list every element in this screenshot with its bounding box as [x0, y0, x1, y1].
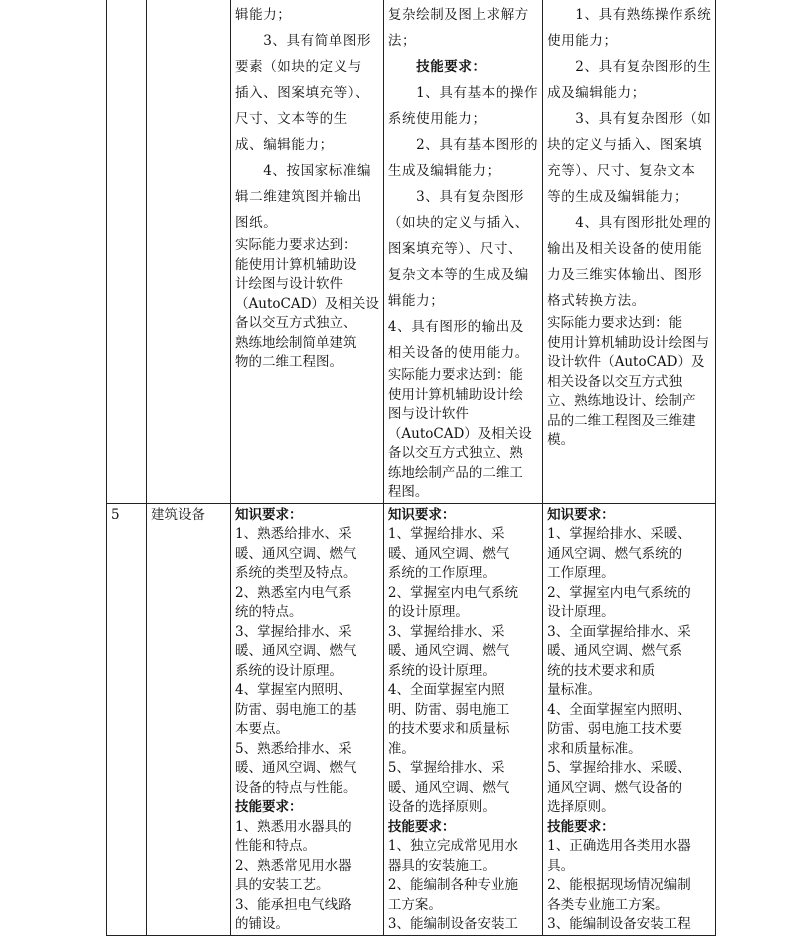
cell-text: [388, 506, 538, 935]
text-line: 使用计算机辅助设计绘图与: [547, 334, 710, 351]
text-line: 4、掌握室内照明、: [235, 682, 352, 698]
text-line: 准。: [387, 740, 415, 757]
text-line: 通风空调、燃气设备的: [547, 779, 683, 796]
text-line: 2、掌握室内电气系统: [387, 584, 518, 601]
section-heading: 知识要求：: [547, 506, 615, 523]
section-heading: 知识要求：: [235, 506, 303, 523]
text-line: 熟练地绘制简单建筑: [235, 334, 357, 351]
text-line: 设备的选择原则。: [387, 799, 496, 815]
text-line: 暖、通风空调、燃气: [387, 643, 510, 659]
text-line: 各类专业施工方案。: [547, 896, 669, 913]
course-name: 建筑设备: [151, 506, 205, 523]
text-line: 格式转换方法。: [547, 293, 646, 309]
text-line: 3、具有简单图形: [235, 33, 372, 49]
text-line: 系统使用能力；: [387, 111, 487, 127]
text-line: 暖、通风空调、燃气: [387, 779, 510, 796]
section-heading: 技能要求：: [387, 59, 487, 75]
section-heading: 技能要求：: [547, 818, 615, 835]
text-line: 成、编辑能力；: [235, 137, 334, 153]
text-line: 3、掌握给排水、采: [387, 623, 505, 640]
cell-text: [547, 314, 711, 451]
text-line: 5、熟悉给排水、采: [235, 740, 352, 757]
text-line: 1、独立完成常见用水: [387, 838, 518, 854]
text-line: 辑能力；: [235, 7, 292, 23]
text-line: 量标准。: [547, 682, 602, 698]
text-line: 2、能编制各种专业施: [387, 877, 518, 893]
text-line: 设备的特点与性能。: [235, 779, 357, 796]
text-line: 插入、图案填充等）、: [235, 85, 370, 101]
text-line: 辑能力；: [387, 293, 445, 309]
text-line: 3、能编制设备安装工: [387, 916, 518, 932]
text-line: 模。: [547, 432, 575, 448]
text-line: 相关设备以交互方式独: [547, 373, 683, 390]
text-line: （AutoCAD）及相关设: [387, 425, 532, 442]
text-line: 5、掌握给排水、采暖、: [547, 760, 691, 776]
text-line: 计绘图与设计软件: [235, 276, 343, 292]
text-line: 尺寸、文本等的生: [235, 111, 348, 127]
section-heading: 技能要求：: [235, 799, 303, 815]
text-line: 1、掌握给排水、采暖、: [547, 526, 691, 542]
text-line: 输出及相关设备的使用能: [547, 241, 703, 257]
section-heading: 技能要求：: [387, 818, 456, 835]
text-line: 1、熟悉用水器具的: [235, 818, 352, 835]
text-line: 复杂绘制及图上求解方: [387, 7, 529, 23]
text-line: 的设计原理。: [387, 604, 469, 620]
text-line: 2、熟悉室内电气系: [235, 584, 352, 601]
text-line: （AutoCAD）及相关设: [235, 295, 379, 312]
text-line: 工作原理。: [547, 565, 615, 581]
text-line: 练地绘制产品的二维工: [387, 464, 523, 481]
text-line: 工方案。: [387, 896, 442, 913]
text-line: 暖、通风空调、燃气: [235, 545, 357, 562]
course-name-cell: [147, 503, 231, 935]
row-number-cell: [107, 503, 147, 935]
level-1-cell: [231, 503, 384, 935]
text-line: 法；: [387, 33, 417, 49]
skill-requirements-table: [106, 0, 716, 936]
text-line: 3、能承担电气线路: [235, 896, 352, 913]
text-line: 5、掌握给排水、采: [387, 760, 505, 776]
text-line: 2、具有复杂图形的生: [547, 59, 712, 75]
text-line: 物的二维工程图。: [235, 354, 343, 370]
text-line: 实际能力要求达到：能: [547, 315, 683, 331]
text-line: 图纸。: [235, 215, 278, 231]
text-line: 图案填充等）、尺寸、: [387, 241, 523, 257]
level-2-cell: [383, 0, 542, 503]
text-line: 2、能根据现场情况编制: [547, 877, 691, 893]
text-line: 充等）、尺寸、复杂文本: [547, 163, 696, 179]
text-line: 1、正确选用各类用水器: [547, 838, 691, 854]
text-line: 品的二维工程图及三维建: [547, 412, 696, 429]
text-line: 辑二维建筑图并输出: [235, 189, 362, 205]
text-line: 防雷、弱电施工的基: [235, 701, 357, 718]
text-line: 通风空调、燃气系统的: [547, 545, 683, 562]
text-line: 力及三维实体输出、图形: [547, 267, 703, 283]
text-line: 系统的设计原理。: [387, 662, 496, 679]
level-3-cell: [543, 503, 716, 935]
text-line: 3、掌握给排水、采: [235, 623, 352, 640]
text-line: 2、熟悉常见用水器: [235, 857, 352, 874]
text-line: 明、防雷、弱电施工: [387, 701, 510, 718]
text-line: 备以交互方式独立、: [235, 315, 357, 331]
cell-text: [388, 2, 538, 366]
text-line: 程图。: [387, 484, 429, 500]
cell-text: [547, 506, 711, 935]
text-line: 具。: [547, 857, 575, 874]
text-line: 4、具有图形的输出及: [387, 319, 524, 335]
text-line: 4、按国家标准编: [235, 163, 372, 179]
course-name-cell: [147, 0, 231, 503]
text-line: （如块的定义与插入、: [387, 215, 529, 231]
text-line: 复杂文本等的生成及编: [387, 267, 529, 283]
table-row: [107, 0, 716, 503]
text-line: 1、具有基本的操作: [387, 85, 539, 101]
text-line: 实际能力要求达到：: [235, 237, 357, 253]
text-line: 2、掌握室内电气系统的: [547, 584, 691, 601]
text-line: 2、具有基本图形的: [387, 137, 539, 153]
text-line: 立、熟练地设计、绘制产: [547, 393, 696, 409]
text-line: 求和质量标准。: [547, 740, 642, 757]
level-2-cell: [383, 503, 542, 935]
text-line: 3、具有复杂图形: [387, 189, 524, 205]
text-line: 系统的设计原理。: [235, 662, 343, 679]
row-number: 5: [111, 506, 120, 523]
text-line: 统的特点。: [235, 604, 303, 620]
row-number-cell: [107, 0, 147, 503]
cell-text: [235, 2, 379, 236]
text-line: 暖、通风空调、燃气: [387, 545, 510, 562]
text-line: 4、具有图形批处理的: [547, 215, 712, 231]
table-row: [107, 503, 716, 935]
text-line: 3、全面掌握给排水、采: [547, 623, 691, 640]
text-line: 等的生成及编辑能力；: [547, 189, 689, 205]
text-line: 设计原理。: [547, 604, 615, 620]
text-line: 防雷、弱电施工技术要: [547, 721, 683, 737]
cell-text: [235, 236, 379, 373]
text-line: 选择原则。: [547, 799, 615, 815]
level-1-cell: [231, 0, 384, 503]
text-line: 系统的工作原理。: [387, 565, 496, 581]
section-heading: 知识要求：: [387, 506, 456, 523]
text-line: 的铺设。: [235, 916, 289, 932]
text-line: 使用计算机辅助设计绘: [387, 386, 523, 403]
text-line: 图与设计软件: [387, 406, 469, 422]
text-line: 器具的安装施工。: [387, 857, 496, 874]
text-line: 设计软件（AutoCAD）及: [547, 354, 705, 370]
text-line: 要素（如块的定义与: [235, 59, 362, 75]
text-line: 暖、通风空调、燃气: [235, 760, 357, 776]
text-line: 1、具有熟练操作系统: [547, 7, 712, 23]
text-line: 能使用计算机辅助设: [235, 256, 357, 273]
text-line: 块的定义与插入、图案填: [547, 137, 703, 153]
text-line: 1、掌握给排水、采: [387, 526, 505, 542]
cell-text: [235, 506, 379, 935]
text-line: 相关设备的使用能力。: [387, 345, 529, 361]
text-line: 实际能力要求达到：能: [387, 367, 523, 383]
text-line: 使用能力；: [547, 33, 618, 49]
text-line: 3、能编制设备安装工程: [547, 916, 691, 932]
text-line: 生成及编辑能力；: [387, 163, 501, 179]
text-line: 4、全面掌握室内照: [387, 682, 505, 698]
text-line: 统的技术要求和质: [547, 662, 656, 679]
text-line: 性能和特点。: [235, 838, 316, 854]
level-3-cell: [543, 0, 716, 503]
cell-text: [547, 2, 711, 314]
text-line: 成及编辑能力；: [547, 85, 646, 101]
text-line: 系统的类型及特点。: [235, 565, 357, 581]
text-line: 备以交互方式独立、熟: [387, 445, 523, 461]
text-line: 本要点。: [235, 721, 289, 737]
text-line: 4、全面掌握室内照明、: [547, 701, 691, 718]
text-line: 具的安装工艺。: [235, 877, 330, 893]
text-line: 暖、通风空调、燃气系: [547, 643, 683, 659]
text-line: 3、具有复杂图形（如: [547, 111, 712, 127]
text-line: 的技术要求和质量标: [387, 721, 510, 737]
cell-text: [388, 366, 538, 503]
text-line: 1、熟悉给排水、采: [235, 526, 352, 542]
text-line: 暖、通风空调、燃气: [235, 643, 357, 659]
